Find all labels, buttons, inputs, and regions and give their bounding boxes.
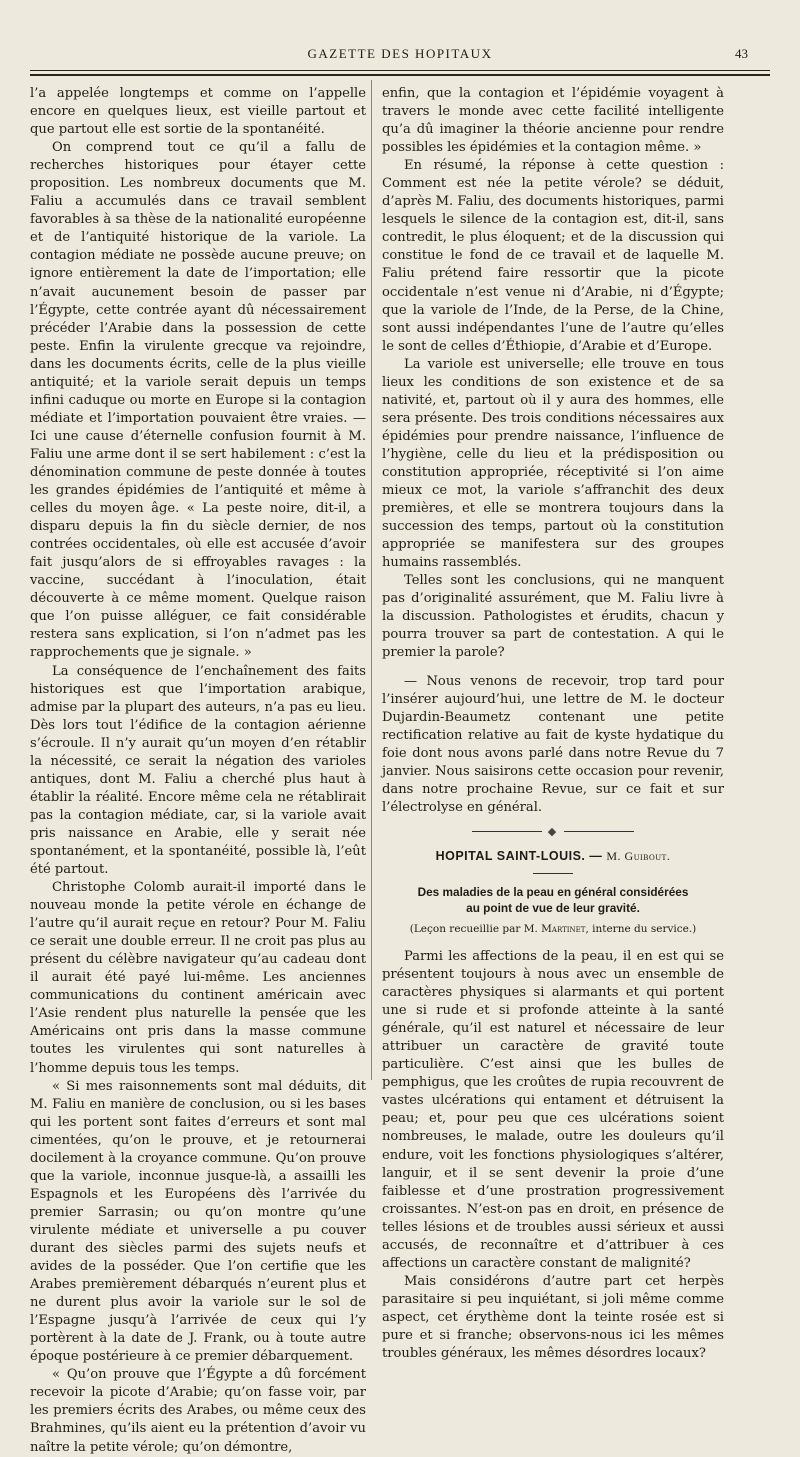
paragraph: On comprend tout ce qu’il a fallu de recherches historiques pour étayer cette proposition. Les nombreux documents que M. Faliu a accumulés dans ce travail semblent favorables à sa thèse de la nationalité européenne et de l’antiquité historique de la variole. La contagion médiate ne possède aucune preuve; on ignore entièrement la date de l’importation; elle n’avait aucunement besoin de passer par l’Égypte, cette contrée ayant dû nécessairement précéder l’Arabie dans la possession de cette peste. Enfin la virulente grecque va rejoindre, dans les documents écrits, celle de la plus vieille antiquité; et la variole serait depuis un temps infini caduque ou morte en Europe si la contagion médiate et l’importation pouvaient être vraies. — Ici une cause d’éternelle confusion fournit à M. Faliu une arme dont il se sert habilement : c’est la dénomination commune de peste donnée à toutes les grandes épidémies de l’antiquité et même à celles du moyen âge. « La peste noire, dit-il, a disparu depuis la fin du siècle dernier, de nos contrées occidentales, où elle est accusée d’avoir fait jusqu’alors de si effroyables ravages : la vaccine, succédant à l’inoculation, était découverte à ce même moment. Quelque raison que l’on puisse alléguer, ce fait considérable restera sans explication, si l’on n’admet pas les rapprochements que je signale. » — [30, 140, 366, 661]
paragraph: — Nous venons de recevoir, trop tard pour l’insérer aujourd’hui, une lettre de M. le docteur Dujardin-Beaumetz contenant une petite rectification relative au fait de kyste hydatique du foie dont nous avons parlé dans notre Revue du 7 janvier. Nous saisirons cette occasion pour revenir, dans notre prochaine Revue, sur ce fait et sur l’électrolyse en général. — [382, 673, 724, 815]
lecture-title-line: Des maladies de la peau en général considérées — [417, 884, 689, 899]
subtitle-prefix: (Leçon recueillie par M. — [409, 922, 538, 935]
lecture-title — [382, 884, 724, 916]
subtitle-suffix: , interne du service.) — [585, 922, 697, 935]
paragraph: Telles sont les conclusions, qui ne manquent pas d’originalité assurément, que M. Faliu livre à la discussion. Pathologistes et érudits, chacun y pourra trouver sa part de contestation. A qui le premier la parole? — [382, 573, 724, 661]
section-rule — [533, 873, 573, 874]
paragraph: Parmi les affections de la peau, il en est qui se présentent toujours à nous avec un ensemble de caractères physiques si alarmants et qui portent une si rude et si profonde atteinte à la santé générale, qu’il est naturel et nécessaire de leur attribuer un caractère de gravité toute particulière. C’est ainsi que les bulles de pemphigus, que les croûtes de rupia recouvrent de vastes ulcérations qui entament et détruisent la peau; et, pour peu que ces ulcérations soient nombreuses, le malade, outre les douleurs qu’il endure, voit les fonctions physiologiques s’altérer, languir, et il se sent devenir la proie d’une faiblesse et d’une prostration progressivement croissantes. N’est-on pas en droit, en présence de telles lésions et de troubles aussi sérieux et aussi accusés, de reconnaître et d’attribuer à ces affections un caractère constant de malignité? — [382, 949, 724, 1271]
paragraph: Christophe Colomb aurait-il importé dans le nouveau monde la petite vérole en échange de l’autre qu’il aurait reçue en retour? Pour M. Faliu ce serait une double erreur. Il ne croit pas plus au présent du célèbre navigateur qu’au cadeau dont il aurait été payé lui-même. Les anciennes communications du continent américain avec l’Asie rendent plus naturelle la pensée que les Américains ont pris dans la masse commune toutes les virulentes qui sont naturelles à l’homme depuis tous les temps. — [30, 880, 366, 1076]
page-header — [30, 46, 770, 64]
paragraph: La variole est universelle; elle trouve en tous lieux les conditions de son existence et de sa nativité, et, partout où il y aura des hommes, elle sera présente. Des trois conditions nécessaires aux épidémies pour prendre naissance, l’influence de l’hygiène, celle du lieu et la prédisposition ou constitution appropriée, réceptivité si l’on aime mieux ce mot, la variole s’affranchit des deux premières, et elle se montrera toujours dans la succession des temps, partout où la constitution appropriée se manifestera sur des groupes humains rassemblés. — [382, 356, 724, 571]
ornament-diamond-icon: ◆ — [547, 824, 559, 838]
page-number: 43 — [735, 46, 748, 61]
paragraph: Mais considérons d’autre part cet herpès parasitaire si peu inquiétant, si joli même comme aspect, cet érythème dont la teinte rosée est si pure et si franche; observons-nous ici les mêmes troubles généraux, les mêmes désordres locaux? — [382, 1273, 724, 1362]
ornament-line — [564, 831, 634, 832]
paragraph: « Qu’on prouve que l’Égypte a dû forcément recevoir la picote d’Arabie; qu’on fasse voir, par les premiers écrits des Arabes, ou même ceux des Brahmines, qu’ils aient eu la prétention d’avoir vu naître la petite vérole; qu’on démontre, — [30, 1367, 366, 1455]
paragraph: enfin, que la contagion et l’épidémie voyagent à travers le monde avec cette facilité intelligente qu’a dû imaginer la théorie ancienne pour rendre possibles les épidémies et la contagion même. » — [382, 86, 724, 156]
column-divider — [371, 80, 372, 1080]
header-rule-thick — [30, 74, 770, 76]
paragraph: « Si mes raisonnements sont mal déduits, dit M. Faliu en manière de conclusion, ou si les bases qui les portent sont faites d’erreurs et sont mal cimentées, qu’on le prouve, et je retournerai docilement à la croyance commune. Qu’on prouve que la variole, inconnue jusque-là, a assailli les Espagnols et les Européens dès l’arrivée du premier Sarrasin; ou qu’on montre qu’une virulente médiate et universelle a pu couver durant des siècles parmi des sujets neufs et avides de la posséder. Que l’on certifie que les Arabes premièrement débarqués n’eurent plus et ne durent plus avoir la variole sur le sol de l’Espagne jusqu’à l’arrivée de ceux qui l’y portèrent à la date de J. Frank, ou à toute autre époque postérieure à ce premier débarquement. — [30, 1078, 366, 1365]
header-rule-thin — [30, 70, 770, 71]
ornament-divider — [382, 823, 724, 841]
doctor-name: M. Guibout. — [606, 848, 671, 863]
paragraph: l’a appelée longtemps et comme on l’appelle encore en quelques lieux, est vieille partout et que partout elle est sortie de la spontanéité. — [30, 86, 366, 138]
ornament-line — [472, 831, 542, 832]
right-column — [382, 85, 724, 1363]
section-heading — [382, 847, 724, 865]
heading-dash: — — [589, 848, 603, 863]
paragraph: La conséquence de l’enchaînement des faits historiques est que l’importation arabique, admise par la plupart des auteurs, n’a pas eu lieu. Dès lors tout l’édifice de la contagion aérienne s’écroule. Il n’y aurait qu’un moyen d’en rétablir la nécessité, ce serait la négation des varioles antiques, dont M. Faliu a cherché plus haut à établir la réalité. Encore même cela ne rétablirait pas la contagion médiate, car, si la variole avait pris naissance en Arabie, elle y serait née spontanément, et la spontanéité, possible là, l’eût été partout. — [30, 663, 366, 878]
lecture-title-line: au point de vue de leur gravité. — [466, 900, 640, 915]
hospital-name: HOPITAL SAINT-LOUIS. — [435, 848, 586, 863]
lecture-subtitle — [382, 920, 724, 938]
spacer — [382, 663, 724, 673]
paragraph: En résumé, la réponse à cette question : Comment est née la petite vérole? se déduit, d’après M. Faliu, des documents historiques, parmi lesquels le silence de la contagion est, dit-il, sans contredit, le plus éloquent; et de la discussion qui constitue le fond de ce travail et de laquelle M. Faliu prétend faire ressortir que la picote occidentale n’est venue ni d’Arabie, ni d’Égypte; que la variole de l’Inde, de la Perse, de la Chine, sont aussi indépendantes l’une de l’autre qu’elles le sont de celles d’Éthiopie, d’Arabie et d’Europe. — [382, 158, 724, 354]
subtitle-name: Martinet — [541, 922, 586, 935]
left-column — [30, 85, 366, 1457]
journal-title: GAZETTE DES HOPITAUX — [307, 46, 493, 61]
